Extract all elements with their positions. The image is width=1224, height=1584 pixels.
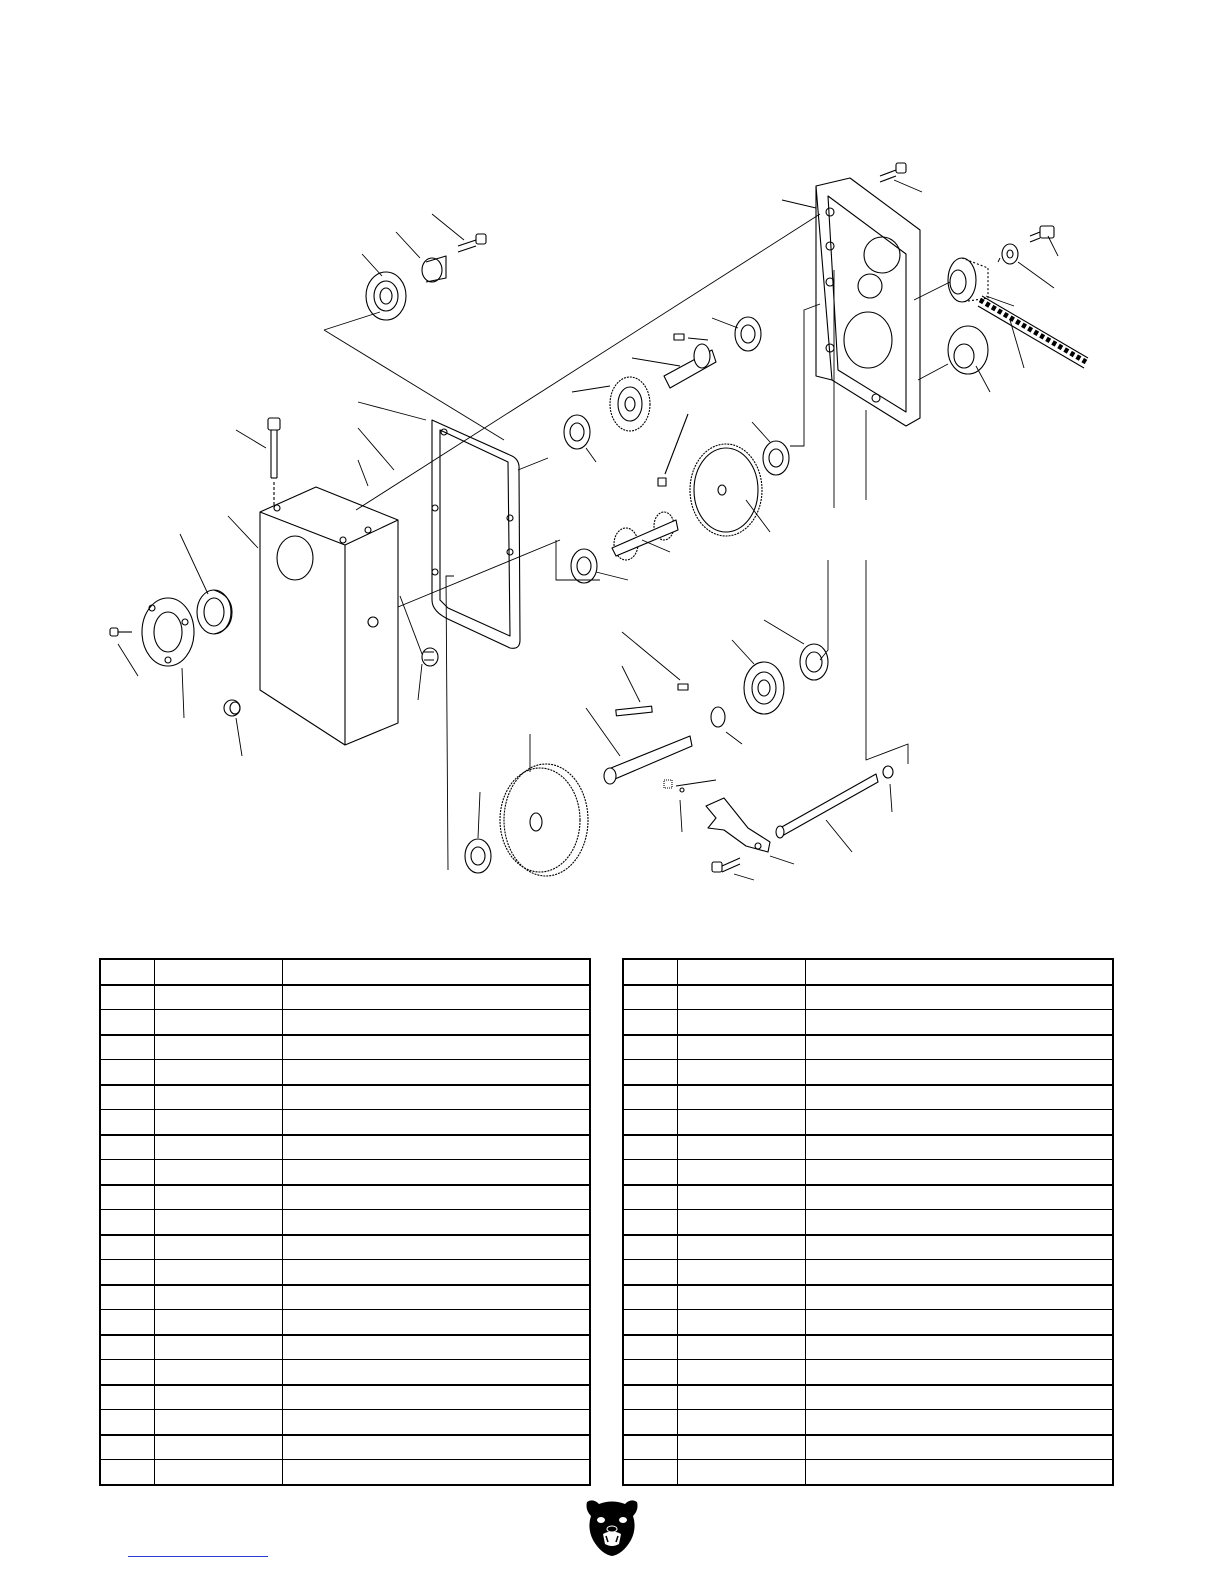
ball-bearing [564,415,590,449]
table-row [100,1010,590,1035]
table-row [623,1285,1113,1310]
pinion-gear [422,234,486,282]
table-row [100,1260,590,1285]
sprocket-screw [1030,226,1054,242]
table-row [623,1385,1113,1410]
table-row [623,1010,1113,1035]
ball-bearing [763,441,789,475]
ball-bearing [735,317,761,351]
oil-seal [800,644,828,680]
parts-list-table-right [622,958,1114,1486]
cover-screw [880,163,906,182]
table-header-row [623,959,1113,985]
table-row [100,1185,590,1210]
table-row [623,1310,1113,1335]
table-header-row [100,959,590,985]
long-cap-screw [268,418,280,508]
lower-shaft [604,684,692,784]
shift-rod [776,766,893,838]
table-row [100,1385,590,1410]
bear-head-logo-icon [581,1496,643,1558]
key [658,414,688,486]
table-row [100,1335,590,1360]
plug [224,700,240,716]
spur-gear [610,377,650,431]
footer-link[interactable] [128,1555,268,1557]
table-row [100,1110,590,1135]
table-row [100,1235,590,1260]
table-row [100,1135,590,1160]
table-row [623,1260,1113,1285]
ref-header [100,959,154,985]
roller-chain [978,296,1088,368]
table-row [623,1335,1113,1360]
table-row [100,1360,590,1385]
bearing-flange [142,598,194,666]
parts-list-table-left [99,958,591,1486]
gearbox-housing [260,487,398,745]
washer [1002,244,1018,264]
ball-bearing [465,839,491,873]
sprocket [948,258,988,302]
table-row [623,1185,1113,1210]
part-number-header [154,959,282,985]
table-row [623,1085,1113,1110]
flange-screw [110,628,132,636]
table-row [100,985,590,1010]
oil-sight-glass [422,648,438,666]
ball-bearing [366,272,406,320]
table-row [623,1060,1113,1085]
parts-list-body-right [623,959,1113,1485]
ball-bearing [744,662,784,714]
table-row [623,1435,1113,1460]
table-row [100,1160,590,1185]
description-header [805,959,1113,985]
part-number-header [677,959,805,985]
retaining-ring [711,707,725,727]
table-row [100,1435,590,1460]
table-row [623,1460,1113,1485]
table-row [100,1085,590,1110]
end-cover-plate [816,178,920,426]
set-screw [664,780,684,792]
table-row [623,1160,1113,1185]
upper-shaft [664,334,716,388]
table-row [623,1410,1113,1435]
large-spur-gear [690,444,762,536]
table-row [623,1235,1113,1260]
table-row [623,1035,1113,1060]
table-row [100,1460,590,1485]
table-row [100,1285,590,1310]
double-spur-gear [500,764,588,876]
fork-screw [712,858,740,872]
table-row [100,1035,590,1060]
cluster-gear-shaft [612,512,678,560]
table-row [100,1310,590,1335]
ball-bearing [571,549,597,583]
parts-list-body-left [100,959,590,1485]
table-row [623,1110,1113,1135]
table-row [623,1135,1113,1160]
shift-fork [706,798,770,852]
table-row [623,1210,1113,1235]
description-header [282,959,590,985]
gasket [432,420,520,648]
table-row [623,985,1113,1010]
table-row [623,1360,1113,1385]
table-row [100,1060,590,1085]
table-row [100,1410,590,1435]
oil-seal [197,590,232,634]
ref-header [623,959,677,985]
table-row [100,1210,590,1235]
end-cap [948,326,988,374]
